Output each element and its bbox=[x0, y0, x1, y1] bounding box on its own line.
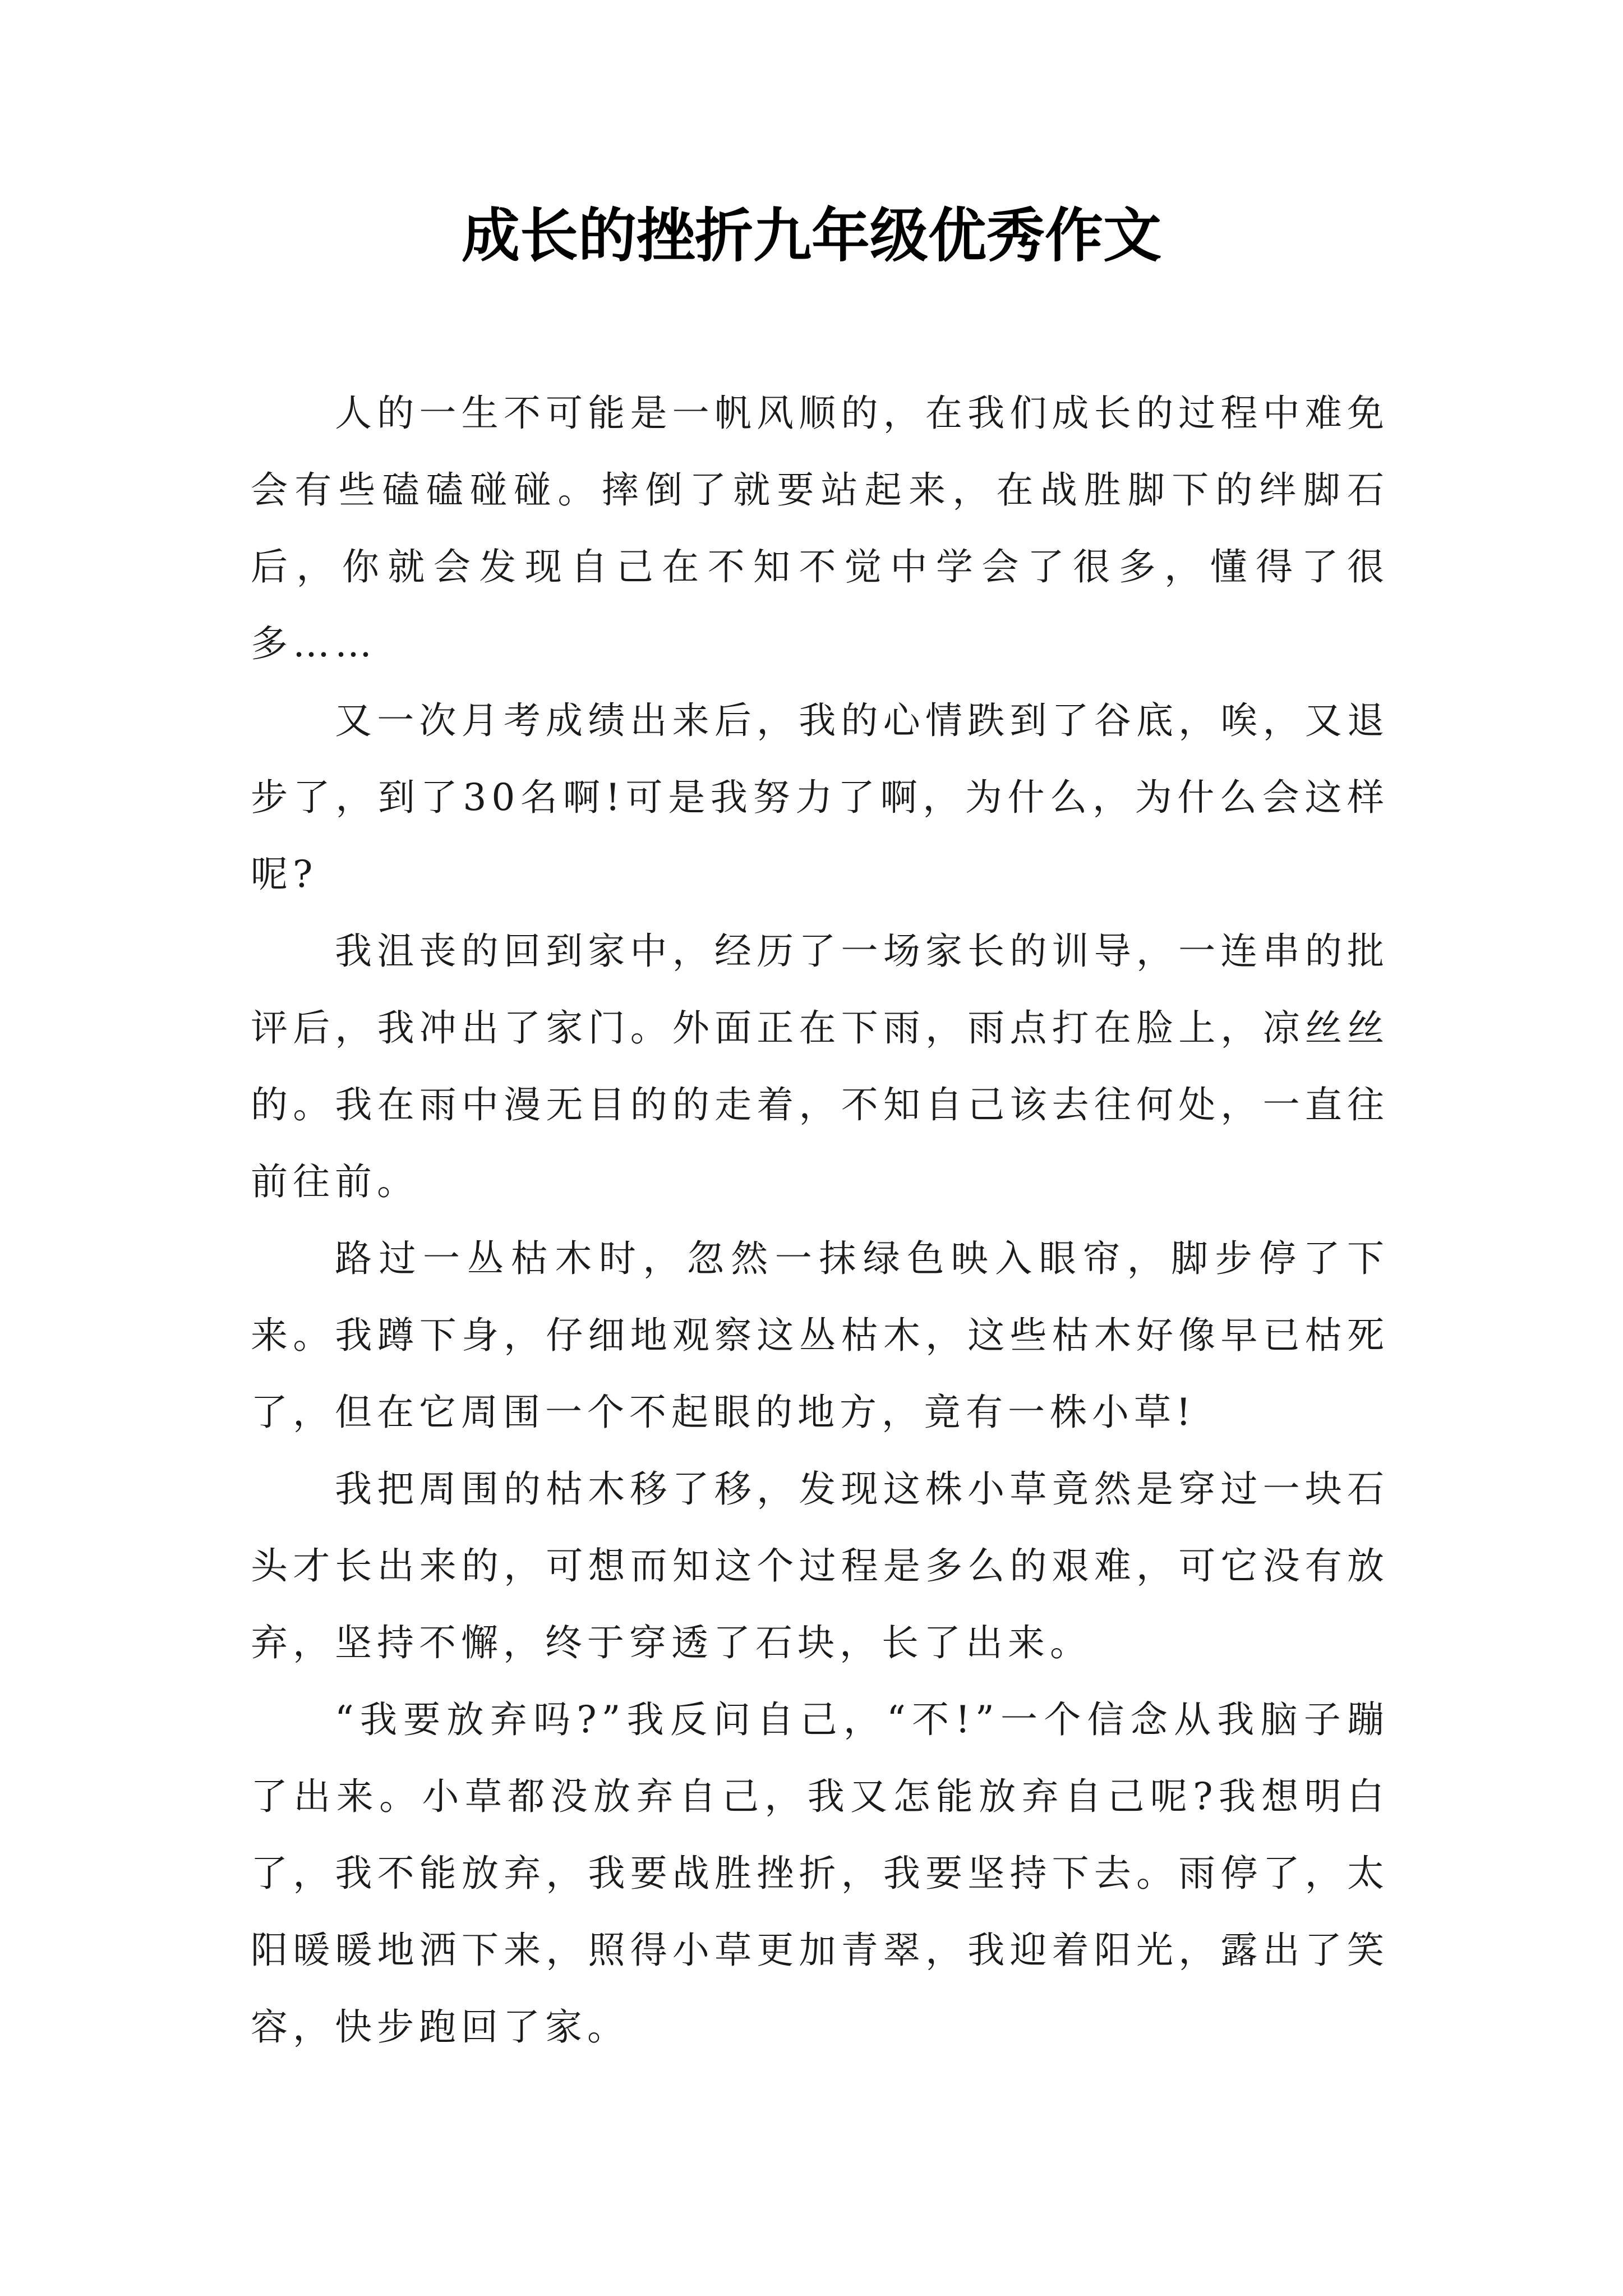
paragraph: “我要放弃吗?”我反问自己，“不!”一个信念从我脑子蹦了出来。小草都没放弃自己，我又怎能放弃自己呢?我想明白了，我不能放弃，我要战胜挫折，我要坚持下去。雨停了，太阳暖暖地洒下来，照得小草更加青翠，我迎着阳光，露出了笑容，快步跑回了家。 bbox=[251, 1698, 1389, 2049]
paragraph: 我沮丧的回到家中，经历了一场家长的训导，一连串的批评后，我冲出了家门。外面正在下雨，雨点打在脸上，凉丝丝的。我在雨中漫无目的的走着，不知自己该去往何处，一直往前往前。 bbox=[251, 930, 1389, 1203]
paragraph: 我把周围的枯木移了移，发现这株小草竟然是穿过一块石头才长出来的，可想而知这个过程是多么的艰难，可它没有放弃，坚持不懈，终于穿透了石块，长了出来。 bbox=[251, 1467, 1389, 1664]
essay-body bbox=[251, 375, 1389, 2065]
paragraph: 人的一生不可能是一帆风顺的，在我们成长的过程中难免会有些磕磕碰碰。摔倒了就要站起来，在战胜脚下的绊脚石后，你就会发现自己在不知不觉中学会了很多，懂得了很多…… bbox=[251, 392, 1389, 665]
document-title: 成长的挫折九年级优秀作文 bbox=[461, 201, 1161, 270]
paragraph: 又一次月考成绩出来后，我的心情跌到了谷底，唉，又退步了，到了30名啊!可是我努力了啊，为什么，为什么会这样呢? bbox=[251, 699, 1389, 896]
paragraph: 路过一丛枯木时，忽然一抹绿色映入眼帘，脚步停了下来。我蹲下身，仔细地观察这丛枯木，这些枯木好像早已枯死了，但在它周围一个不起眼的地方，竟有一株小草! bbox=[251, 1237, 1389, 1434]
